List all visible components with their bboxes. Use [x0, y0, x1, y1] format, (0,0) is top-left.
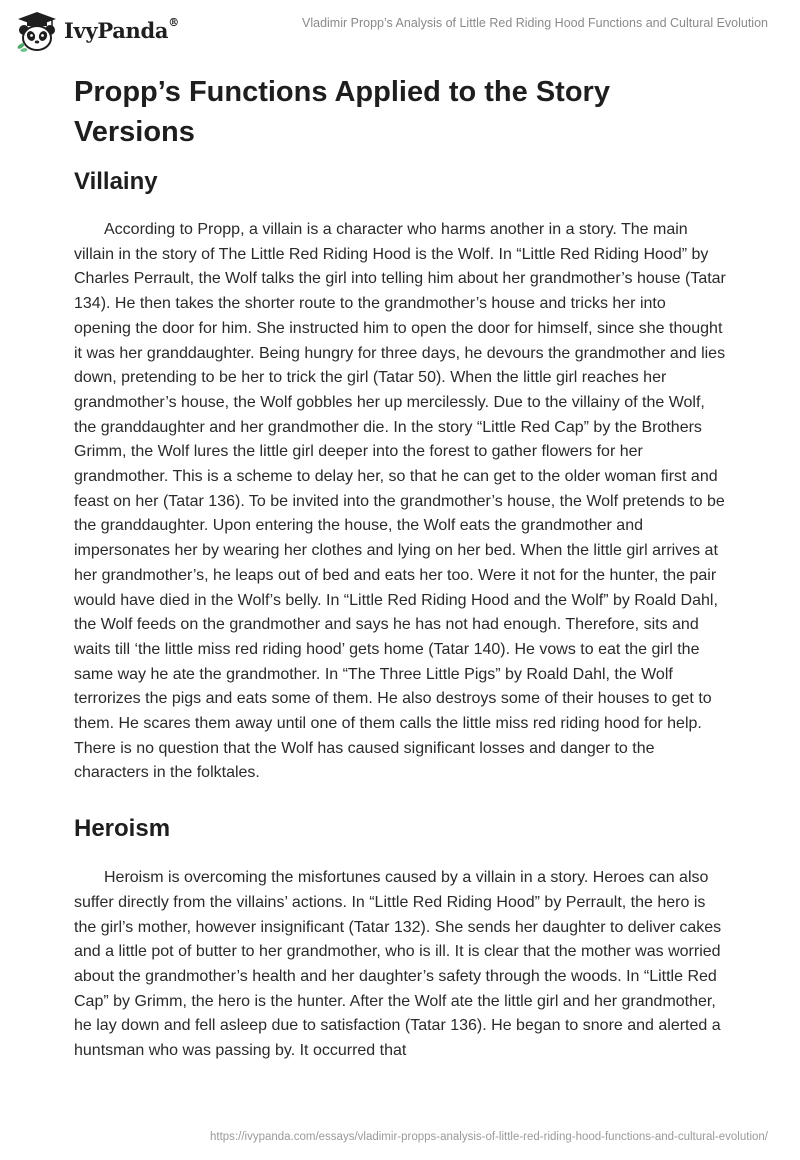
section-paragraph-heroism: Heroism is overcoming the misfortunes caused by a villain in a story. Heroes can also suffer directly from the villains’ actions. In “Little Red Riding Hood” by Perrault, the hero is the girl’s mother, however insignificant (Tatar 132). She sends her daughter to deliver cakes and a little pot of butter to her grandmother, who is ill. It is clear that the mother was worried about the grandmother’s health and her daughter’s safety through the woods. In “Little Red Cap” by Grimm, the hero is the hunter. After the Wolf ate the little girl and her grandmother, he lay down and fell asleep due to satisfaction (Tatar 136). He began to snore and alerted a huntsman who was passing by. It occurred that	[74, 869, 722, 1060]
article-body	[74, 72, 726, 1064]
logo-name: IvyPanda	[64, 17, 169, 43]
source-url[interactable]: https://ivypanda.com/essays/vladimir-propps-analysis-of-little-red-riding-hood-functions-and-cultural-evolution/	[210, 1131, 768, 1143]
logo-wordmark	[64, 15, 179, 43]
document-title: Vladimir Propp’s Analysis of Little Red Riding Hood Functions and Cultural Evolution	[302, 16, 768, 30]
section-paragraph-villainy: According to Propp, a villain is a character who harms another in a story. The main villain in the story of The Little Red Riding Hood is the Wolf. In “Little Red Riding Hood” by Charles Perrault, the Wolf talks the girl into telling him about her grandmother’s house (Tatar 134). He then takes the shorter route to the grandmother’s house and tricks her into opening the door for him. She instructed him to open the door for himself, since she thought it was her granddaughter. Being hungry for three days, he devours the grandmother and lies down, pretending to be her to trick the girl (Tatar 50). When the little girl reaches her grandmother’s house, the Wolf gobbles her up mercilessly. Due to the villainy of the Wolf, the granddaughter and her grandmother die. In the story “Little Red Cap” by the Brothers Grimm, the Wolf lures the little girl deeper into the forest to gather flowers for her grandmother. This is a scheme to delay her, so that he can get to the older woman first and feast on her (Tatar 136). To be invited into the grandmother’s house, the Wolf pretends to be the granddaughter. Upon entering the house, the Wolf eats the grandmother and impersonates her by wearing her clothes and lying on her bed. When the little girl arrives at her grandmother’s, he leaps out of bed and eats her too. Were it not for the hunter, the pair would have died in the Wolf’s belly. In “Little Red Riding Hood and the Wolf” by Roald Dahl, the Wolf feeds on the grandmother and says he has not had enough. Therefore, sits and waits till ‘the little miss red riding hood’ gets home (Tatar 140). He vows to eat the girl the same way he ate the grandmother. In “The Three Little Pigs” by Roald Dahl, the Wolf terrorizes the pigs and eats some of them. He also destroys some of their houses to get to them. He scares them away until one of them calls the little miss red riding hood for help. There is no question that the Wolf has caused significant losses and danger to the characters in the folktales.	[74, 221, 726, 782]
section-heading-heroism: Heroism	[74, 815, 171, 843]
section-heading-villainy: Villainy	[74, 168, 158, 195]
page-title: Propp’s Functions Applied to the Story Versions	[74, 76, 610, 148]
registered-mark: ®	[168, 15, 179, 29]
panda-graduate-icon	[16, 10, 58, 52]
page-header	[0, 0, 800, 56]
ivypanda-logo[interactable]	[16, 10, 179, 52]
